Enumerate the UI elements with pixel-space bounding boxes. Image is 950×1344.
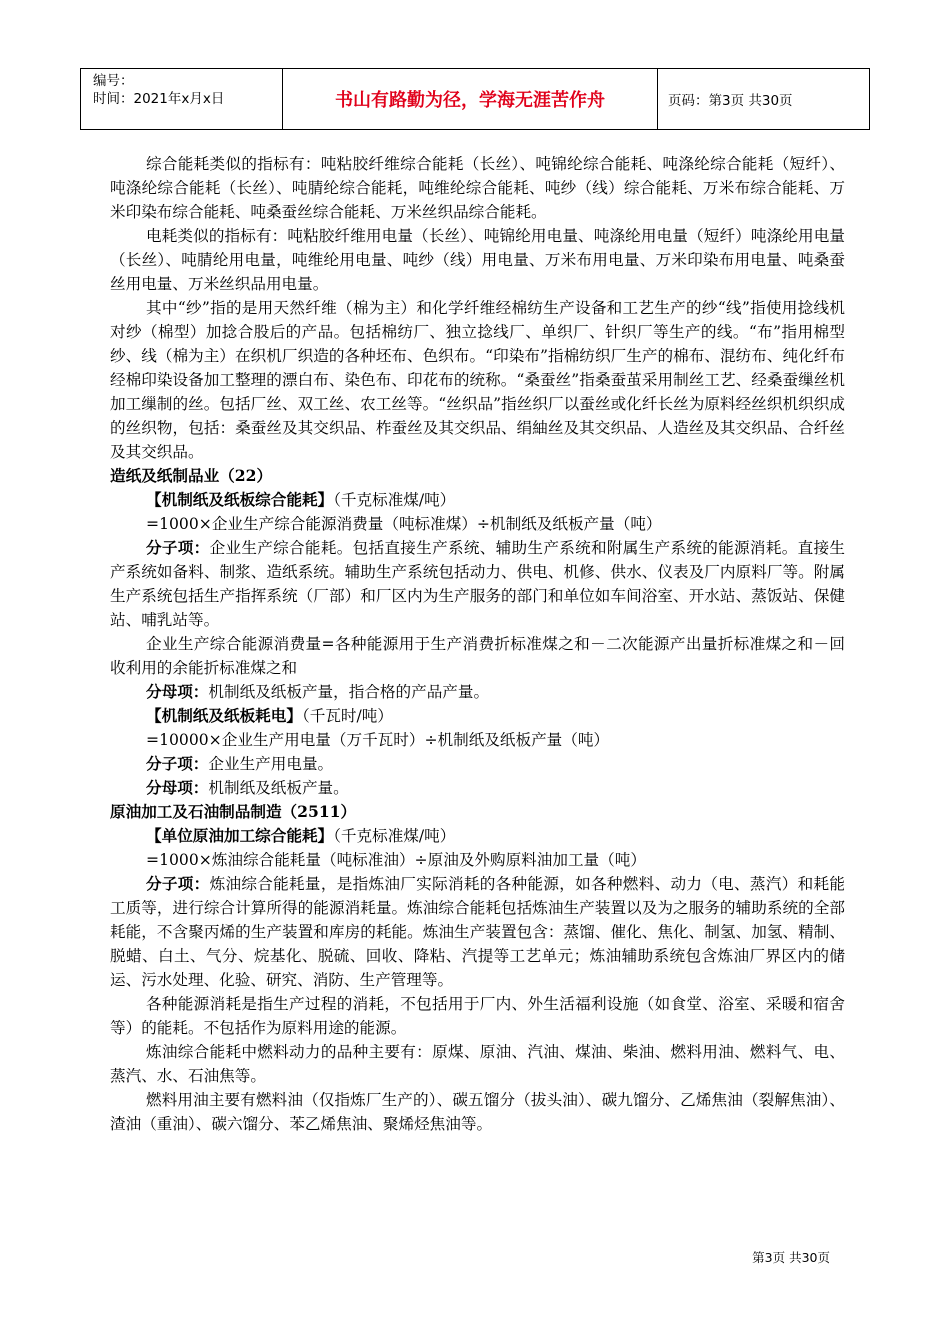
header-motto: 书山有路勤为径，学海无涯苦作舟: [283, 69, 658, 129]
body-paragraph: 炼油综合能耗中燃料动力的品种主要有：原煤、原油、汽油、煤油、柴油、燃料用油、燃料气、电、蒸汽、水、石油焦等。: [110, 1043, 845, 1085]
paragraph-title: 分子项：: [146, 754, 209, 773]
header-meta: [81, 69, 283, 129]
header-page-number: 页码：第3页 共30页: [668, 93, 793, 109]
body-paragraph: 其中“纱”指的是用天然纤维（棉为主）和化学纤维经棉纺生产设备和工艺生产的纱“线”指使用捻线机对纱（棉型）加捻合股后的产品。包括棉纺厂、独立捻线厂、单织厂、针织厂等生产的线。“布”指用棉型纱、线（棉为主）在织机厂织造的各种坯布、色织布。“印染布”指棉纺织厂生产的棉布、混纺布、纯化纤布经棉印染设备加工整理的漂白布、染色布、印花布的统称。“桑蚕丝”指桑蚕茧采用制丝工艺、经桑蚕缫丝机加工缫制的丝。包括厂丝、双工丝、农工丝等。“丝织品”指丝织厂以蚕丝或化纤长丝为原料经丝织机织织成的丝织物，包括：桑蚕丝及其交织品、柞蚕丝及其交织品、绢紬丝及其交织品、人造丝及其交织品、合纤丝及其交织品。: [110, 299, 845, 461]
body-paragraph: 各种能源消耗是指生产过程的消耗，不包括用于厂内、外生活福利设施（如食堂、浴室、采暖和宿舍等）的能耗。不包括作为原料用途的能源。: [110, 995, 845, 1037]
page-footer: 第3页 共30页: [752, 1250, 830, 1265]
body-paragraph: 燃料用油主要有燃料油（仅指炼厂生产的）、碳五馏分（拔头油）、碳九馏分、乙烯焦油（裂解焦油）、渣油（重油）、碳六馏分、苯乙烯焦油、聚烯烃焦油等。: [110, 1091, 845, 1133]
document-body: [110, 152, 845, 1136]
titled-paragraph: [110, 680, 845, 704]
document-time-label: 时间：2021年x月x日: [93, 91, 225, 107]
paragraph-title: 【机制纸及纸板耗电】: [146, 706, 302, 725]
paragraph-title: 分母项：: [146, 778, 209, 797]
paragraph-text: （千克标准煤/吨）: [333, 827, 456, 845]
paragraph-text: 机制纸及纸板产量。: [208, 779, 349, 797]
body-paragraph: =10000×企业生产用电量（万千瓦时）÷机制纸及纸板产量（吨）: [146, 731, 610, 749]
paragraph-title: 【单位原油加工综合能耗】: [146, 826, 334, 845]
paragraph-title: 【机制纸及纸板综合能耗】: [146, 490, 334, 509]
paragraph-text: 炼油综合能耗量，是指炼油厂实际消耗的各种能源，如各种燃料、动力（电、蒸汽）和耗能工质等，进行综合计算所得的能源消耗量。炼油综合能耗包括炼油生产装置以及为之服务的辅助系统的全部耗能，不含聚丙烯的生产装置和库房的耗能。炼油生产装置包含：蒸馏、催化、焦化、制氢、加氢、精制、脱蜡、白土、气分、烷基化、脱硫、回收、降粘、汽提等工艺单元；炼油辅助系统包含炼油厂界区内的储运、污水处理、化验、研究、消防、生产管理等。: [110, 875, 845, 989]
paragraph-text: （千克标准煤/吨）: [333, 491, 456, 509]
body-paragraph: 综合能耗类似的指标有：吨粘胶纤维综合能耗（长丝）、吨锦纶综合能耗、吨涤纶综合能耗（短纤）、吨涤纶综合能耗（长丝）、吨腈纶综合能耗，吨维纶综合能耗、吨纱（线）综合能耗、万米布综合能耗、万米印染布综合能耗、吨桑蚕丝综合能耗、万米丝织品综合能耗。: [110, 155, 845, 221]
titled-paragraph: [110, 488, 845, 512]
body-paragraph: 电耗类似的指标有：吨粘胶纤维用电量（长丝）、吨锦纶用电量、吨涤纶用电量（短纤）吨涤纶用电量（长丝）、吨腈纶用电量，吨维纶用电量、吨纱（线）用电量、万米布用电量、万米印染布用电量、吨桑蚕丝用电量、万米丝织品用电量。: [110, 227, 845, 293]
titled-paragraph: [110, 704, 845, 728]
paragraph-text: （千瓦时/吨）: [301, 707, 393, 725]
titled-paragraph: [110, 872, 845, 992]
titled-paragraph: [110, 776, 845, 800]
titled-paragraph: [110, 752, 845, 776]
paragraph-text: 企业生产综合能耗。包括直接生产系统、辅助生产系统和附属生产系统的能源消耗。直接生产系统如备料、制浆、造纸系统。辅助生产系统包括动力、供电、机修、供水、仪表及厂内原料厂等。附属生产系统包括生产指挥系统（厂部）和厂区内为生产服务的部门和单位如车间浴室、开水站、蒸饭站、保健站、哺乳站等。: [110, 539, 845, 629]
section-heading: 原油加工及石油制品制造（2511）: [110, 802, 357, 821]
section-heading: 造纸及纸制品业（22）: [110, 466, 273, 485]
titled-paragraph: [110, 824, 845, 848]
paragraph-text: 机制纸及纸板产量，指合格的产品产量。: [208, 683, 490, 701]
paragraph-text: 企业生产用电量。: [208, 755, 334, 773]
body-paragraph: =1000×企业生产综合能源消费量（吨标准煤）÷机制纸及纸板产量（吨）: [146, 515, 662, 533]
paragraph-title: 分子项：: [146, 874, 210, 893]
body-paragraph: 企业生产综合能源消费量=各种能源用于生产消费折标准煤之和－二次能源产出量折标准煤之和－回收利用的余能折标准煤之和: [110, 635, 845, 677]
body-paragraph: =1000×炼油综合能耗量（吨标准油）÷原油及外购原料油加工量（吨）: [146, 851, 646, 869]
paragraph-title: 分子项：: [146, 538, 210, 557]
document-code-label: 编号：: [93, 73, 134, 89]
paragraph-title: 分母项：: [146, 682, 209, 701]
page-header: [80, 68, 870, 130]
titled-paragraph: [110, 536, 845, 632]
